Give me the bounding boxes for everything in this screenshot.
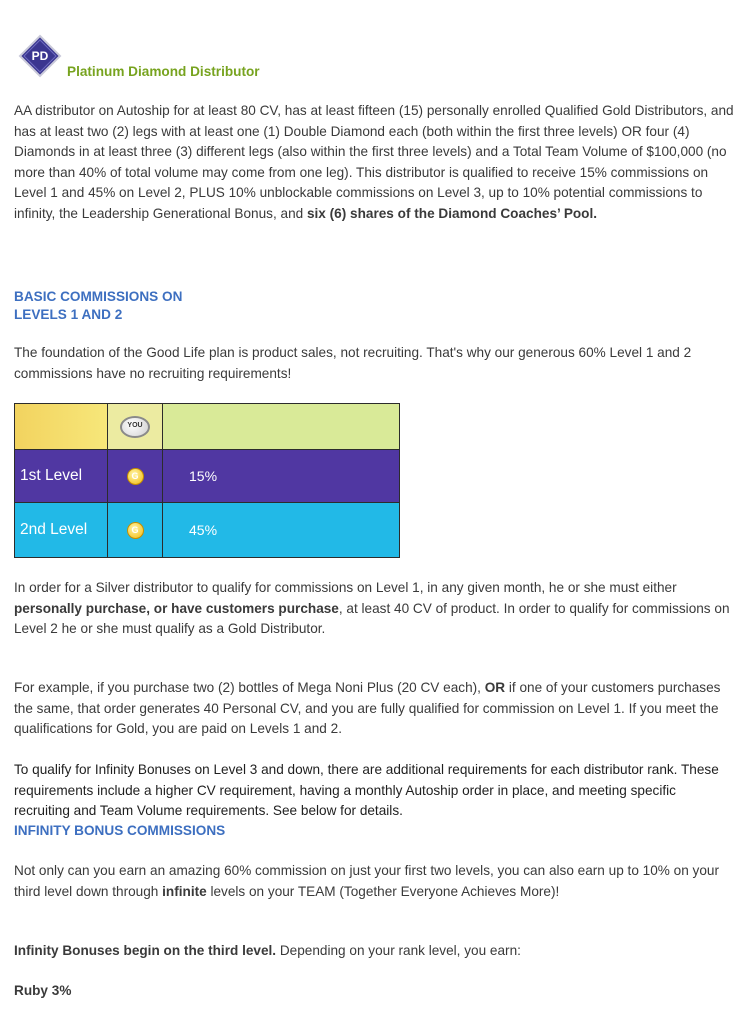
level-label: 1st Level: [20, 466, 83, 484]
begin-text-bold: Infinity Bonuses begin on the third level.: [14, 943, 277, 958]
silver-text-bold: personally purchase, or have customers purchase: [14, 600, 339, 616]
level-label: 2nd Level: [20, 520, 88, 538]
rank-description-bold: six (6) shares of the Diamond Coaches’ Pool.: [306, 205, 598, 221]
notonly-text-bold: infinite: [162, 883, 207, 899]
example-text-2: if one of your customers purchases the same, that order generates 40 Personal CV, and you are fully qualified for commission on Level 1. If you meet the qualifications for Gold, you are paid on Levels 1 and 2.: [14, 680, 721, 736]
gold-g-icon: G: [127, 522, 144, 539]
table-row: [15, 502, 399, 557]
level-percent: 45%: [189, 521, 218, 538]
notonly-text-1: Not only can you earn an amazing 60% commission on just your first two levels, you can also earn up to 10% on your third level down through: [14, 863, 719, 899]
basic-commissions-heading: [14, 288, 182, 324]
rank-description: [14, 101, 734, 224]
ruby-rank-line: Ruby 3%: [14, 983, 72, 998]
foundation-paragraph: The foundation of the Good Life plan is product sales, not recruiting. That's why our generous 60% Level 1 and 2 commissions have no recruiting requirements!: [14, 345, 692, 381]
silver-paragraph: [14, 578, 734, 640]
basic-heading-line1: BASIC COMMISSIONS ON: [14, 289, 183, 304]
you-icon: YOU: [120, 416, 150, 438]
badge-text: PD: [31, 49, 49, 63]
gold-g-icon: G: [127, 468, 144, 485]
level-percent: 15%: [189, 467, 218, 484]
header-cell-you: [108, 404, 163, 449]
pd-diamond-badge-icon: [18, 34, 62, 78]
example-paragraph: [14, 678, 734, 740]
header-cell-empty: [15, 404, 108, 449]
rank-description-text: AA distributor on Autoship for at least 80 CV, has at least fifteen (15) personally enrolled Qualified Gold Distributors, and has at least two (2) legs with at least one (1) Double Diamond each (both within the first three levels) OR four (4) Diamonds in at least three (3) different legs (also within the first three levels) and a Total Team Volume of $100,000 (no more than 40% of total volume may come from one leg). This distributor is qualified to receive 15% commissions on Level 1 and 45% on Level 2, PLUS 10% unblockable commissions on Level 3, up to 10% potential commissions to infinity, the Leadership Generational Bonus, and: [14, 103, 734, 221]
table-row: [15, 449, 399, 502]
infinity-requirements-paragraph: To qualify for Infinity Bonuses on Level 3 and down, there are additional requirements for each distributor rank. These requirements include a higher CV requirement, having a monthly Autoship order in place, and meeting specific recruiting and Team Volume requirements. See below for details.: [14, 762, 719, 818]
example-text-1: For example, if you purchase two (2) bottles of Mega Noni Plus (20 CV each),: [14, 680, 485, 695]
rank-title: Platinum Diamond Distributor: [67, 64, 260, 79]
header-cell-blank: [163, 404, 399, 449]
notonly-paragraph: [14, 861, 734, 902]
begin-text-2: Depending on your rank level, you earn:: [276, 943, 521, 958]
commission-table: [14, 403, 400, 558]
basic-heading-line2: LEVELS 1 AND 2: [14, 307, 123, 322]
infinity-begin-paragraph: [14, 941, 734, 962]
infinity-bonus-heading: INFINITY BONUS COMMISSIONS: [14, 823, 226, 838]
silver-text-1: In order for a Silver distributor to qualify for commissions on Level 1, in any given month, he or she must either: [14, 580, 677, 595]
example-text-bold: OR: [484, 680, 506, 695]
silver-text-2: , at least 40 CV of product. In order to qualify for commissions on Level 2 he or she must qualify as a Gold Distributor.: [14, 600, 730, 636]
notonly-text-2: levels on your TEAM (Together Everyone Achieves More)!: [206, 883, 560, 899]
table-header-row: [15, 404, 399, 449]
